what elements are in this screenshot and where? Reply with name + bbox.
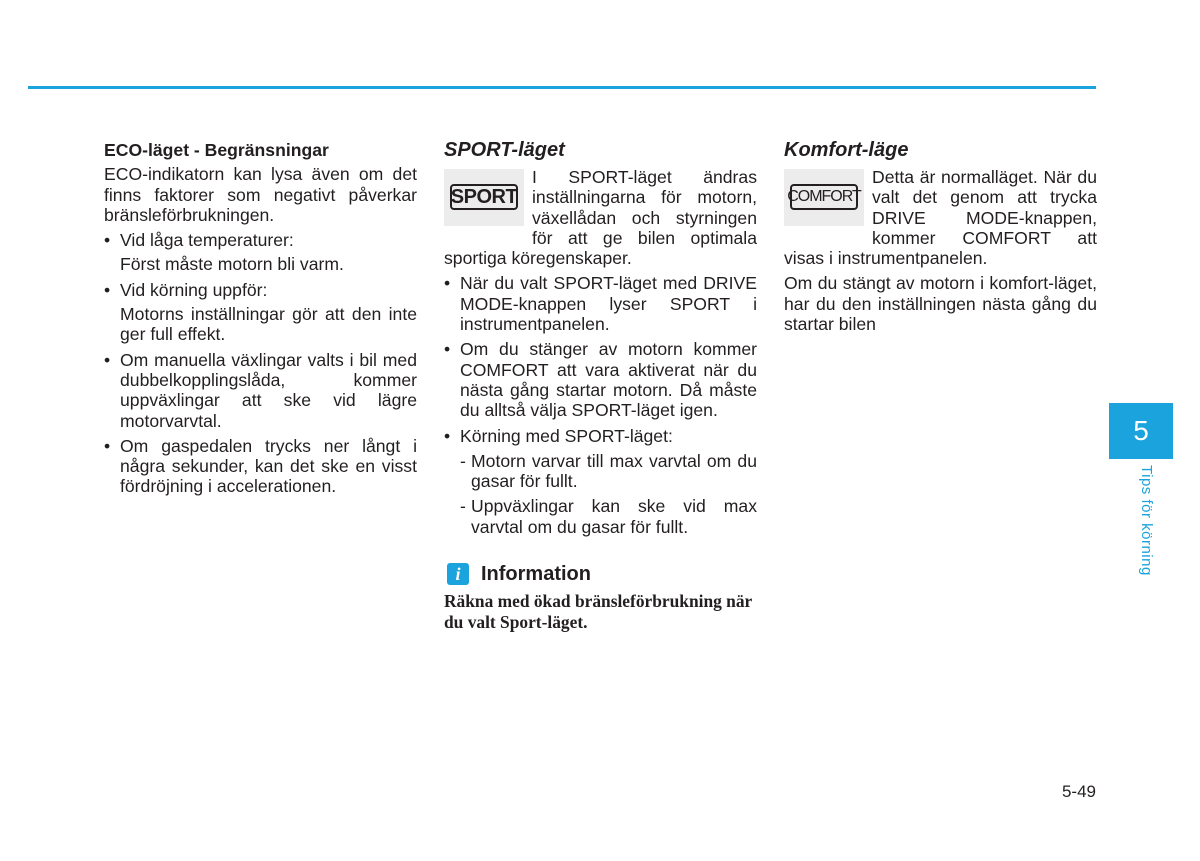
chapter-tab-number: 5	[1109, 403, 1173, 459]
information-text: Räkna med ökad bränsleförbrukning när du valt Sport-läget.	[444, 591, 752, 633]
sport-intro: I SPORT-läget ändras inställningarna för motorn, växellådan och styrningen för att ge bilen optimala sportiga köregenskaper.	[444, 167, 757, 269]
information-title: Information	[481, 562, 591, 585]
list-item: • Vid körning uppför:	[104, 280, 417, 300]
comfort-heading: Komfort-läge	[784, 139, 909, 161]
eco-intro: ECO-indikatorn kan lysa även om det finns faktorer som negativt påverkar bränsleförbrukningen.	[104, 164, 417, 225]
sport-icon-label: SPORT	[450, 184, 518, 210]
sport-intro-block	[444, 167, 757, 268]
list-item: • Om du stänger av motorn kommer COMFORT att vara aktiverat när du nästa gång startar motorn. Då måste du alltså välja SPORT-läget igen.	[444, 339, 757, 420]
sport-mode-icon	[444, 169, 524, 226]
list-item: • Om manuella växlingar valts i bil med dubbelkopplingslåda, kommer uppväxlingar att ske vid lägre motorvarvtal.	[104, 350, 417, 431]
list-item-detail: Motorns inställningar gör att den inte ger full effekt.	[120, 304, 417, 345]
comfort-intro: Detta är normalläget. När du valt det genom att trycka DRIVE MODE-knappen, kommer COMFORT att visas i instrumentpanelen.	[784, 167, 1097, 269]
eco-list	[104, 230, 417, 497]
list-item: • Vid låga temperaturer:	[104, 230, 417, 250]
comfort-body: Om du stängt av motorn i komfort-läget, har du den inställningen nästa gång du startar bilen	[784, 273, 1097, 335]
column-sport-mode	[444, 138, 757, 633]
column-eco-limitations	[104, 138, 417, 497]
list-item: • När du valt SPORT-läget med DRIVE MODE-knappen lyser SPORT i instrumentpanelen.	[444, 273, 757, 334]
information-header	[444, 563, 757, 585]
page-number: 5-49	[1061, 782, 1096, 801]
info-icon: i	[447, 563, 469, 585]
sport-heading: SPORT-läget	[444, 139, 565, 161]
comfort-mode-icon	[784, 169, 864, 226]
top-rule	[28, 86, 1096, 89]
comfort-intro-block	[784, 167, 1097, 268]
sport-list	[444, 273, 757, 537]
comfort-icon-label: COMFORT	[790, 184, 858, 210]
sub-list-item: - Motorn varvar till max varvtal om du gasar för fullt.	[444, 451, 757, 492]
sub-list-item: - Uppväxlingar kan ske vid max varvtal om du gasar för fullt.	[444, 496, 757, 537]
list-item: • Körning med SPORT-läget:	[444, 426, 757, 446]
list-item-detail: Först måste motorn bli varm.	[120, 254, 344, 275]
list-item: • Om gaspedalen trycks ner långt i några sekunder, kan det ske en visst fördröjning i accelerationen.	[104, 436, 417, 497]
eco-heading: ECO-läget - Begränsningar	[104, 140, 329, 160]
column-comfort-mode	[784, 138, 1097, 334]
chapter-tab-label: Tips för körning	[1138, 465, 1155, 576]
